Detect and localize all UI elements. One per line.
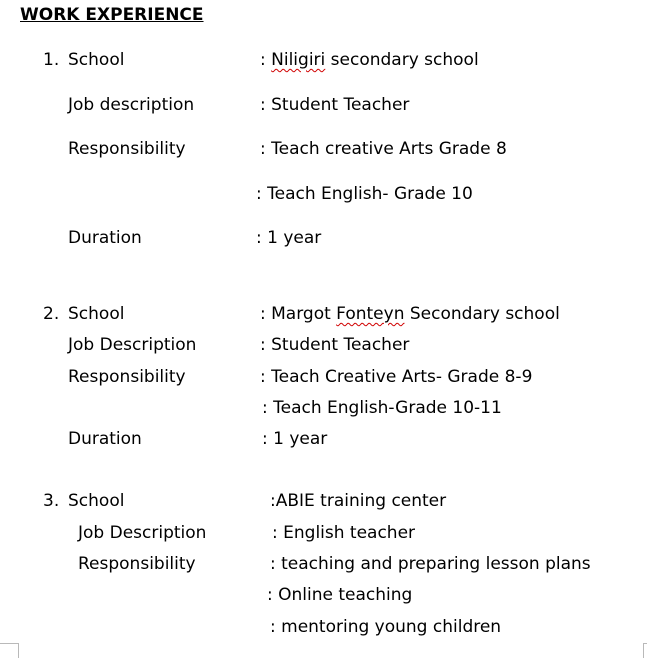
misspelled-word[interactable]: Niligiri (271, 50, 326, 70)
school-name-rest: secondary school (325, 50, 479, 70)
school-name-rest: Secondary school (404, 304, 560, 324)
job-value: : Student Teacher (260, 95, 410, 115)
margin-corner-mark-left (0, 643, 19, 658)
responsibility-label: Responsibility (78, 554, 196, 574)
entry-number: 3. (43, 491, 60, 511)
entry-number: 1. (43, 50, 60, 70)
school-value (260, 303, 560, 325)
school-value (260, 49, 479, 71)
entry-number: 2. (43, 304, 60, 324)
school-name-prefix: : Margot (260, 304, 337, 324)
school-label: School (68, 304, 125, 324)
responsibility-value: : Teach Creative Arts- Grade 8-9 (260, 367, 533, 387)
duration-label: Duration (68, 228, 142, 248)
job-value: : English teacher (272, 523, 416, 543)
school-label: School (68, 491, 125, 511)
responsibility-value: : Online teaching (267, 585, 413, 605)
margin-corner-mark-right (643, 643, 647, 658)
responsibility-value: : mentoring young children (270, 617, 502, 637)
job-label: Job Description (78, 523, 207, 543)
responsibility-value: : teaching and preparing lesson plans (270, 554, 591, 574)
responsibility-value: : Teach creative Arts Grade 8 (260, 139, 507, 159)
school-value: :ABIE training center (270, 491, 447, 511)
school-label: School (68, 50, 125, 70)
job-label: Job Description (68, 335, 197, 355)
responsibility-label: Responsibility (68, 367, 186, 387)
misspelled-word[interactable]: Fonteyn (336, 304, 405, 324)
responsibility-label: Responsibility (68, 139, 186, 159)
job-value: : Student Teacher (260, 335, 410, 355)
colon: : (260, 50, 272, 70)
duration-value: : 1 year (262, 429, 328, 449)
job-label: Job description (68, 95, 195, 115)
duration-value: : 1 year (256, 228, 322, 248)
responsibility-value: : Teach English- Grade 10 (256, 184, 473, 204)
responsibility-value: : Teach English-Grade 10-11 (262, 398, 502, 418)
duration-label: Duration (68, 429, 142, 449)
section-heading: WORK EXPERIENCE (20, 5, 204, 25)
